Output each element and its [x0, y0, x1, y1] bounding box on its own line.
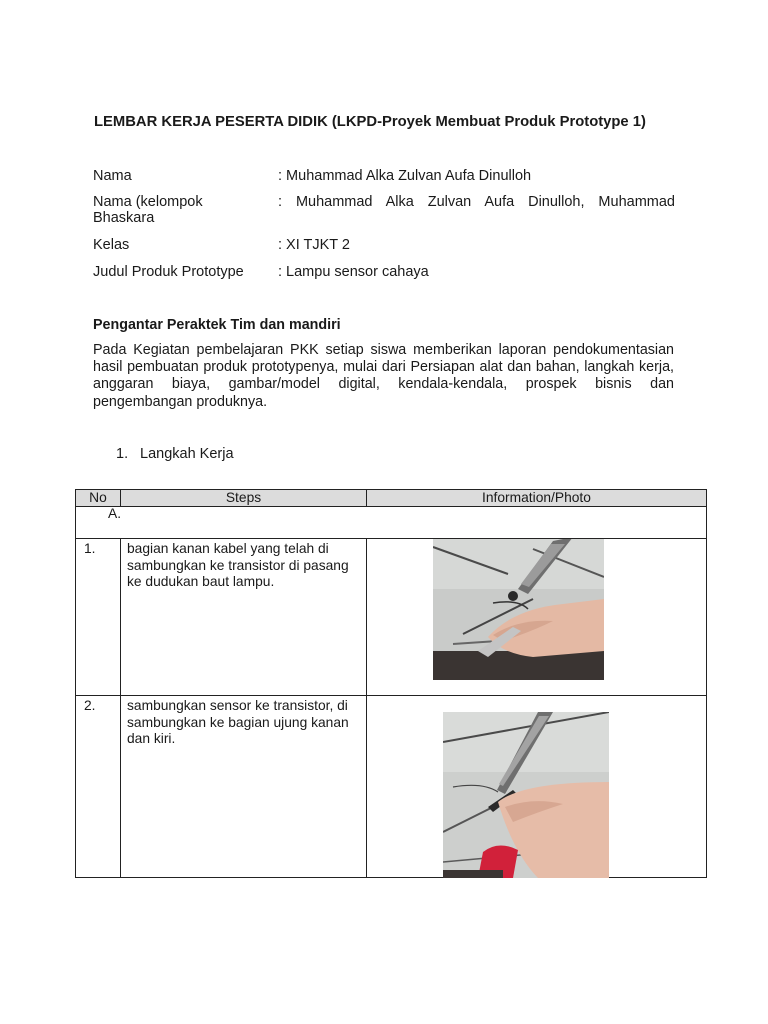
- table-row: [76, 539, 707, 696]
- photo-soldering-2: [443, 712, 609, 878]
- judul-value: : Lampu sensor cahaya: [278, 264, 429, 280]
- list-number: 1.: [116, 446, 129, 462]
- table-header-row: [76, 490, 707, 507]
- row-number: 1.: [76, 539, 121, 696]
- header-no: No: [76, 490, 121, 507]
- header-steps: Steps: [121, 490, 367, 507]
- judul-label: Judul Produk Prototype: [93, 264, 244, 280]
- row-photo-cell: [367, 539, 707, 696]
- kelompok-label-line-2: Bhaskara: [93, 210, 155, 226]
- kelompok-label-line-1: Nama (kelompok: [93, 194, 203, 210]
- nama-value: : Muhammad Alka Zulvan Aufa Dinulloh: [278, 168, 532, 184]
- kelas-label: Kelas: [93, 237, 130, 253]
- intro-heading: Pengantar Peraktek Tim dan mandiri: [93, 317, 341, 333]
- kelompok-label: [93, 194, 273, 226]
- header-info: Information/Photo: [367, 490, 707, 507]
- table-row: [76, 696, 707, 878]
- list-item-langkah-kerja: [116, 446, 234, 462]
- table-subheading-row: [76, 507, 707, 539]
- kelas-value: : XI TJKT 2: [278, 237, 350, 253]
- row-number: 2.: [76, 696, 121, 878]
- row-step-text: bagian kanan kabel yang telah di sambungkan ke transistor di pasang ke dudukan baut lampu.: [121, 539, 367, 696]
- photo-soldering-1: [433, 539, 604, 680]
- row-step-text: sambungkan sensor ke transistor, di sambungkan ke bagian ujung kanan dan kiri.: [121, 696, 367, 878]
- row-photo-cell: [367, 696, 707, 878]
- table-subheading: A.: [76, 507, 707, 539]
- kelompok-value: : Muhammad Alka Zulvan Aufa Dinulloh, Muhammad: [278, 194, 675, 210]
- intro-paragraph: Pada Kegiatan pembelajaran PKK setiap siswa memberikan laporan pendokumentasian hasil pembuatan produk prototypenya, mulai dari Persiapan alat dan bahan, langkah kerja, anggaran biaya, gambar/model digital, kendala-kendala, prospek bisnis dan pengembangan produknya.: [93, 342, 674, 410]
- steps-table: [75, 489, 707, 878]
- document-title: LEMBAR KERJA PESERTA DIDIK (LKPD-Proyek Membuat Produk Prototype 1): [94, 114, 646, 130]
- nama-label: Nama: [93, 168, 132, 184]
- list-label: Langkah Kerja: [140, 446, 234, 462]
